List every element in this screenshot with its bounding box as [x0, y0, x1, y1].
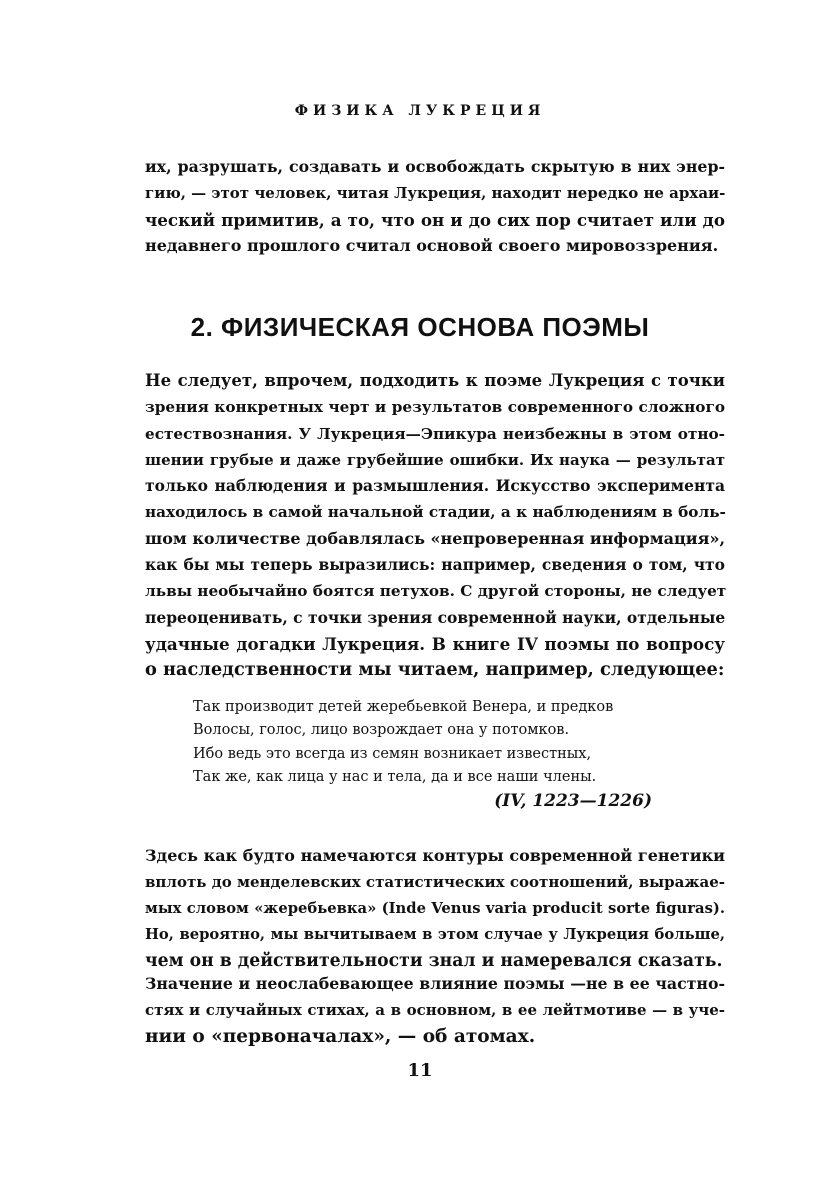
text-line: вплоть до менделевских статистических соотношений, выражае- — [145, 873, 725, 892]
text-line: переоценивать, с точки зрения современной науки, отдельные — [145, 607, 726, 627]
text-line: ческий примитив, а то, что он и до сих пор считает или до — [145, 209, 725, 230]
text-line: естествознания. У Лукреция—Эпикура неизбежны в этом отно- — [145, 424, 725, 443]
text-line: стях и случайных стихах, а в основном, в ее лейтмотиве — в уче- — [145, 1001, 725, 1020]
text-line: мых словом «жеребьевка» (Inde Venus varia producit sorte figuras). — [145, 899, 725, 917]
verse-line: Ибо ведь это всегда из семян возникает известных, — [193, 745, 592, 762]
text-line: Не следует, впрочем, подходить к поэме Лукреция с точки — [145, 371, 725, 390]
text-line: недавнего прошлого считал основой своего мировоззрения. — [145, 235, 719, 255]
text-line: нии о «первоначалах», — об атомах. — [145, 1025, 536, 1047]
text-line: о наследственности мы читаем, например, следующее: — [145, 659, 725, 681]
text-line: Значение и неослабевающее влияние поэмы —не в ее частно- — [145, 974, 725, 993]
text-line: гию, — этот человек, читая Лукреция, находит нередко не архаи- — [145, 184, 726, 203]
text-line: Здесь как будто намечаются контуры современной генетики — [145, 846, 725, 865]
paragraph-2 — [145, 843, 725, 974]
verse-line: Волосы, голос, лицо возрождает она у потомков. — [193, 722, 570, 739]
text-line: как бы мы теперь выразились: например, сведения о том, что — [145, 555, 725, 575]
verse-quote — [193, 696, 663, 790]
paragraph-3 — [145, 971, 725, 1050]
text-line: удачные догадки Лукреция. В книге IV поэмы по вопросу — [145, 633, 725, 654]
section-heading: 2. ФИЗИЧЕСКАЯ ОСНОВА ПОЭМЫ — [190, 312, 650, 342]
text-line: зрения конкретных черт и результатов современного сложного — [145, 398, 725, 417]
verse-line: Так же, как лица у нас и тела, да и все наши члены. — [193, 769, 597, 786]
page-number: 11 — [407, 1060, 433, 1081]
verse-citation: (IV, 1223—1226) — [494, 791, 652, 811]
text-line: шении грубые и даже грубейшие ошибки. Их наука — результат — [145, 450, 725, 469]
verse-line: Так производит детей жеребьевкой Венера, и предков — [193, 699, 614, 715]
paragraph-1 — [145, 368, 725, 684]
text-line: находилось в самой начальной стадии, а к наблюдениям в боль- — [145, 503, 726, 522]
text-line: чем он в действительности знал и намеревался сказать. — [145, 951, 723, 972]
top-paragraph — [145, 154, 725, 259]
text-line: львы необычайно боятся петухов. С другой стороны, не следует — [145, 582, 727, 601]
text-line: Но, вероятно, мы вычитываем в этом случае у Лукреция больше, — [145, 925, 725, 943]
running-head: ФИЗИКА ЛУКРЕЦИЯ — [294, 103, 546, 119]
text-line: их, разрушать, создавать и освобождать скрытую в них энер- — [145, 157, 725, 176]
text-line: только наблюдения и размышления. Искусство эксперимента — [145, 476, 725, 496]
text-line: шом количестве добавлялась «непроверенная информация», — [145, 528, 726, 548]
